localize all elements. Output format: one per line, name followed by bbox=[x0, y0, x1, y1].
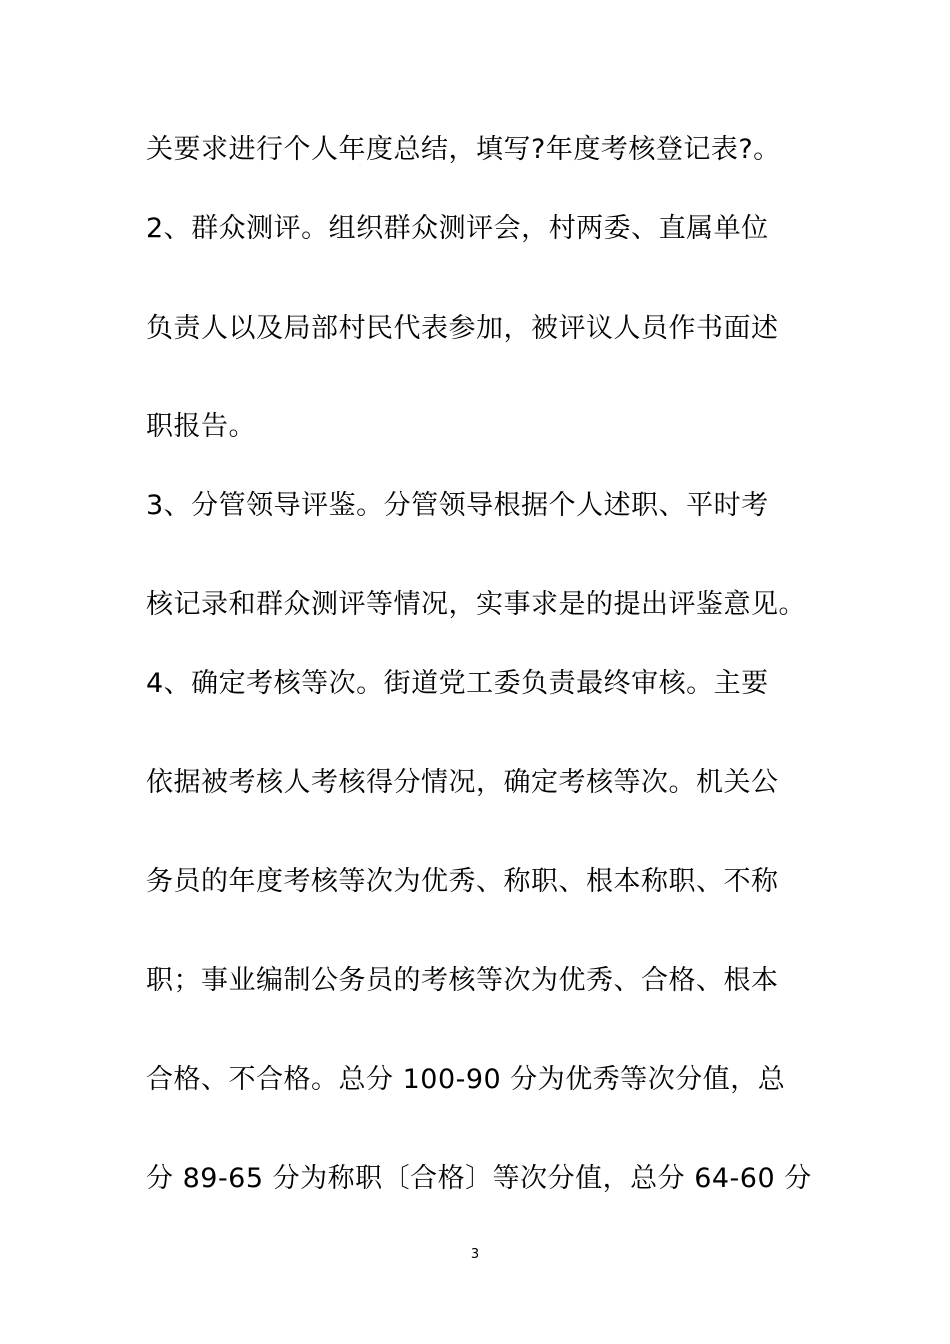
text-line: 分 89-65 分为称职〔合格〕等次分值，总分 64-60 分 bbox=[146, 1163, 812, 1194]
text-line: 职；事业编制公务员的考核等次为优秀、合格、根本 bbox=[146, 965, 779, 996]
text-line: 务员的年度考核等次为优秀、称职、根本称职、不称 bbox=[146, 866, 779, 897]
text-line: 依据被考核人考核得分情况，确定考核等次。机关公 bbox=[146, 767, 779, 798]
text-line: 4、确定考核等次。街道党工委负责最终审核。主要 bbox=[146, 668, 769, 699]
text-line: 2、群众测评。组织群众测评会，村两委、直属单位 bbox=[146, 213, 769, 244]
text-line: 负责人以及局部村民代表参加，被评议人员作书面述 bbox=[146, 313, 779, 344]
text-line: 职报告。 bbox=[146, 411, 256, 442]
text-line: 核记录和群众测评等情况，实事求是的提出评鉴意见。 bbox=[146, 589, 806, 620]
text-line: 合格、不合格。总分 100-90 分为优秀等次分值，总 bbox=[146, 1064, 786, 1095]
text-line: 关要求进行个人年度总结，填写?年度考核登记表?。 bbox=[146, 134, 781, 165]
page-number: 3 bbox=[470, 1247, 480, 1262]
text-line: 3、分管领导评鉴。分管领导根据个人述职、平时考 bbox=[146, 490, 769, 521]
